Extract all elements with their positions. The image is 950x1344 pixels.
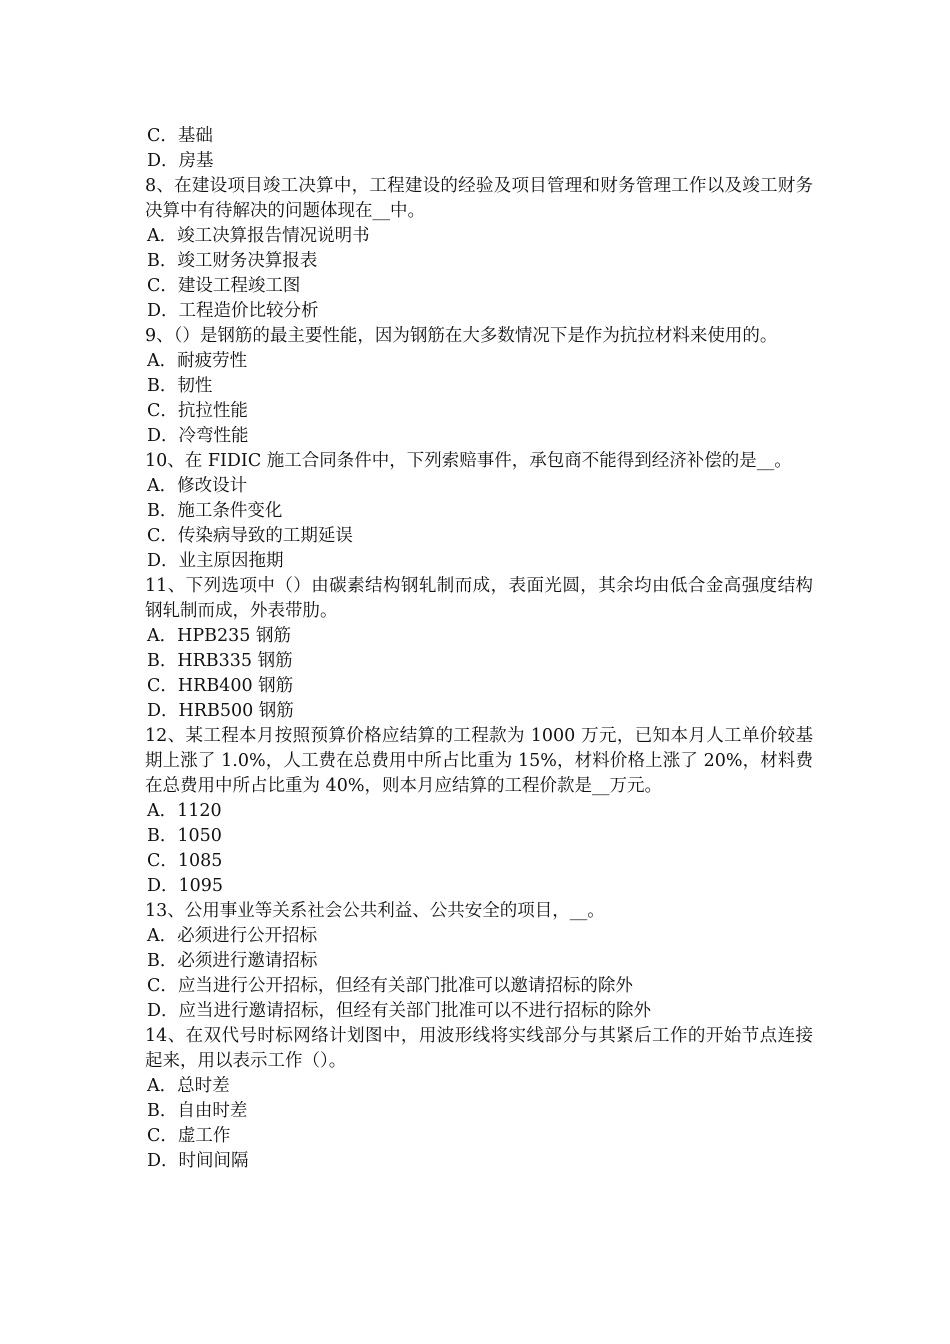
option-a-q10: A．修改设计 <box>147 476 248 496</box>
option-a-q8: A．竣工决算报告情况说明书 <box>147 226 370 246</box>
option-d-q11: D．HRB500 钢筋 <box>147 701 294 721</box>
option-a-q13: A．必须进行公开招标 <box>147 926 318 946</box>
option-c-q10: C．传染病导致的工期延误 <box>147 526 353 546</box>
option-d-q12: D．1095 <box>147 876 224 896</box>
option-c-q13: C．应当进行公开招标，但经有关部门批准可以邀请招标的除外 <box>147 976 633 996</box>
option-b-q14: B．自由时差 <box>147 1101 248 1121</box>
question-9: 9、（）是钢筋的最主要性能，因为钢筋在大多数情况下是作为抗拉材料来使用的。 <box>145 326 778 346</box>
document-body <box>145 124 813 1174</box>
question-13: 13、公用事业等关系社会公共利益、公共安全的项目，__。 <box>145 901 605 921</box>
question-8: 8、在建设项目竣工决算中，工程建设的经验及项目管理和财务管理工作以及竣工财务决算中有待解决的问题体现在__中。 <box>145 176 813 221</box>
option-c-q12: C．1085 <box>147 851 223 871</box>
option-d-q8: D．工程造价比较分析 <box>147 301 319 321</box>
option-a-q11: A．HPB235 钢筋 <box>147 626 291 646</box>
option-d-q10: D．业主原因拖期 <box>147 551 284 571</box>
option-b-q11: B．HRB335 钢筋 <box>147 651 293 671</box>
question-14: 14、在双代号时标网络计划图中，用波形线将实线部分与其紧后工作的开始节点连接起来，用以表示工作（）。 <box>145 1026 813 1071</box>
option-c-q11: C．HRB400 钢筋 <box>147 676 294 696</box>
option-c-q8: C．建设工程竣工图 <box>147 276 301 296</box>
option-a-q14: A．总时差 <box>147 1076 230 1096</box>
option-c-q7: C．基础 <box>147 126 213 146</box>
question-10: 10、在 FIDIC 施工合同条件中，下列索赔事件，承包商不能得到经济补偿的是__。 <box>145 451 792 471</box>
option-b-q8: B．竣工财务决算报表 <box>147 251 318 271</box>
option-b-q10: B．施工条件变化 <box>147 501 283 521</box>
option-b-q12: B．1050 <box>147 826 222 846</box>
option-b-q13: B．必须进行邀请招标 <box>147 951 318 971</box>
option-d-q14: D．时间间隔 <box>147 1151 249 1171</box>
question-11: 11、下列选项中（）由碳素结构钢轧制而成，表面光圆，其余均由低合金高强度结构钢轧制而成，外表带肋。 <box>145 576 813 621</box>
option-c-q14: C．虚工作 <box>147 1126 231 1146</box>
option-d-q13: D．应当进行邀请招标，但经有关部门批准可以不进行招标的除外 <box>147 1001 652 1021</box>
option-a-q12: A．1120 <box>147 801 222 821</box>
question-12: 12、某工程本月按照预算价格应结算的工程款为 1000 万元，已知本月人工单价较基期上涨了 1.0%，人工费在总费用中所占比重为 15%，材料价格上涨了 20%，材料费在总费用中所占比重为 40%，则本月应结算的工程价款是__万元。 <box>145 726 813 796</box>
option-d-q9: D．冷弯性能 <box>147 426 249 446</box>
option-d-q7: D．房基 <box>147 151 214 171</box>
option-b-q9: B．韧性 <box>147 376 213 396</box>
option-a-q9: A．耐疲劳性 <box>147 351 248 371</box>
option-c-q9: C．抗拉性能 <box>147 401 248 421</box>
